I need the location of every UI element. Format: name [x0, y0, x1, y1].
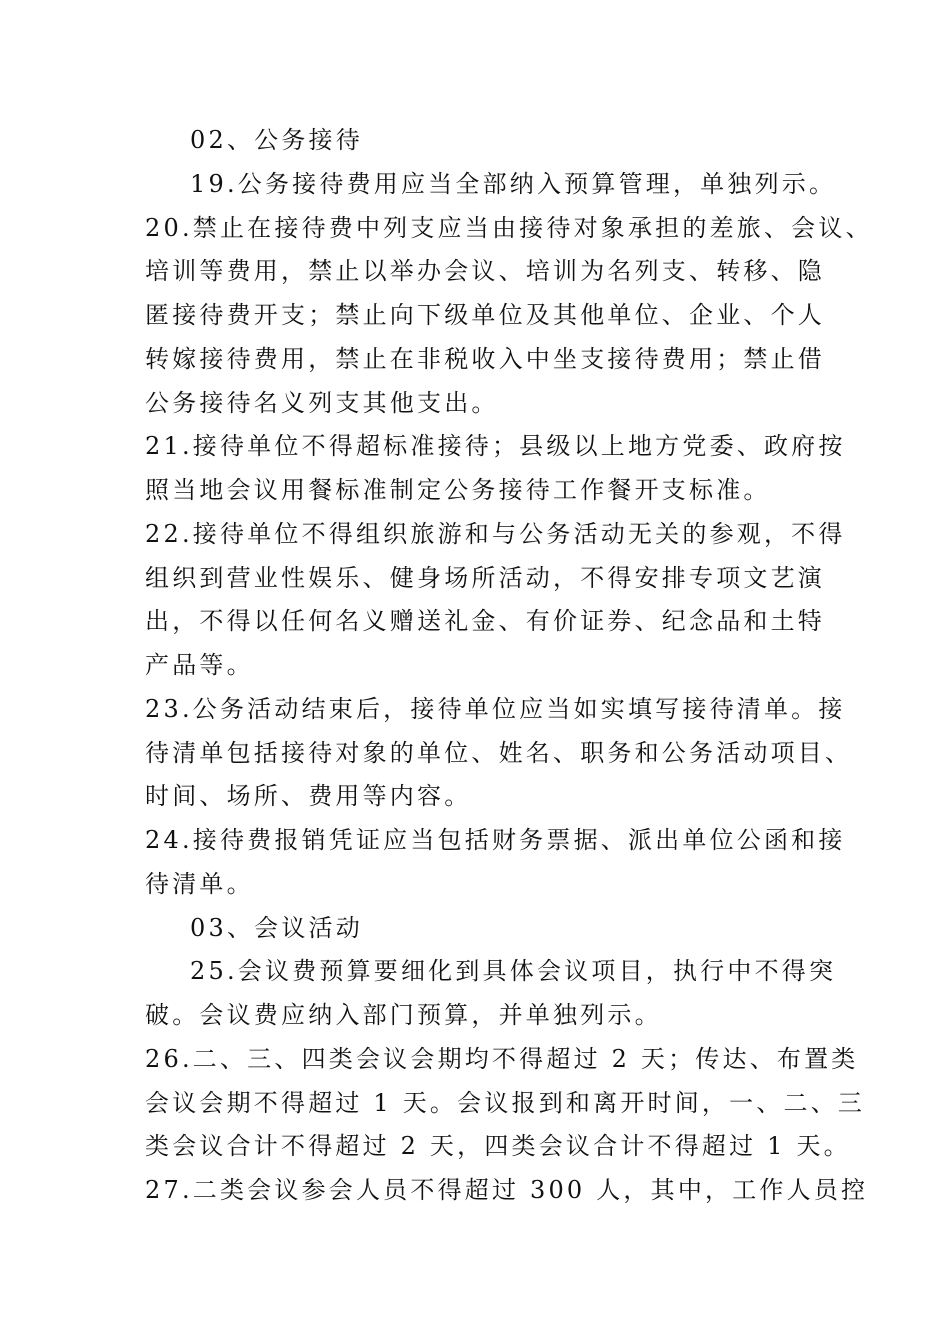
paragraph-line: 19.公务接待费用应当全部纳入预算管理，单独列示。: [190, 170, 837, 198]
paragraph-line: 待清单包括接待对象的单位、姓名、职务和公务活动项目、: [145, 739, 853, 767]
section-heading-meeting-activities: 03、会议活动: [190, 914, 363, 942]
paragraph-line: 培训等费用，禁止以举办会议、培训为名列支、转移、隐: [145, 257, 825, 285]
paragraph-line: 类会议合计不得超过 2 天，四类会议合计不得超过 1 天。: [145, 1132, 851, 1160]
paragraph-line: 25.会议费预算要细化到具体会议项目，执行中不得突: [190, 957, 837, 985]
paragraph-line: 22.接待单位不得组织旅游和与公务活动无关的参观，不得: [145, 520, 846, 548]
paragraph-line: 20.禁止在接待费中列支应当由接待对象承担的差旅、会议、: [145, 214, 873, 242]
paragraph-line: 转嫁接待费用，禁止在非税收入中坐支接待费用；禁止借: [145, 345, 825, 373]
paragraph-line: 破。会议费应纳入部门预算，并单独列示。: [145, 1001, 662, 1029]
paragraph-line: 产品等。: [145, 651, 254, 679]
paragraph-line: 27.二类会议参会人员不得超过 300 人，其中，工作人员控: [145, 1176, 869, 1204]
paragraph-line: 待清单。: [145, 870, 254, 898]
paragraph-line: 时间、场所、费用等内容。: [145, 782, 472, 810]
paragraph-line: 24.接待费报销凭证应当包括财务票据、派出单位公函和接: [145, 826, 846, 854]
paragraph-line: 会议会期不得超过 1 天。会议报到和离开时间，一、二、三: [145, 1089, 866, 1117]
paragraph-line: 23.公务活动结束后，接待单位应当如实填写接待清单。接: [145, 695, 846, 723]
paragraph-line: 21.接待单位不得超标准接待；县级以上地方党委、政府按: [145, 432, 846, 460]
paragraph-line: 匿接待费开支；禁止向下级单位及其他单位、企业、个人: [145, 301, 825, 329]
paragraph-line: 照当地会议用餐标准制定公务接待工作餐开支标准。: [145, 476, 771, 504]
section-heading-official-reception: 02、公务接待: [190, 126, 363, 154]
paragraph-line: 公务接待名义列支其他支出。: [145, 389, 499, 417]
paragraph-line: 26.二、三、四类会议会期均不得超过 2 天；传达、布置类: [145, 1045, 859, 1073]
paragraph-line: 组织到营业性娱乐、健身场所活动，不得安排专项文艺演: [145, 564, 825, 592]
paragraph-line: 出，不得以任何名义赠送礼金、有价证券、纪念品和土特: [145, 607, 825, 635]
